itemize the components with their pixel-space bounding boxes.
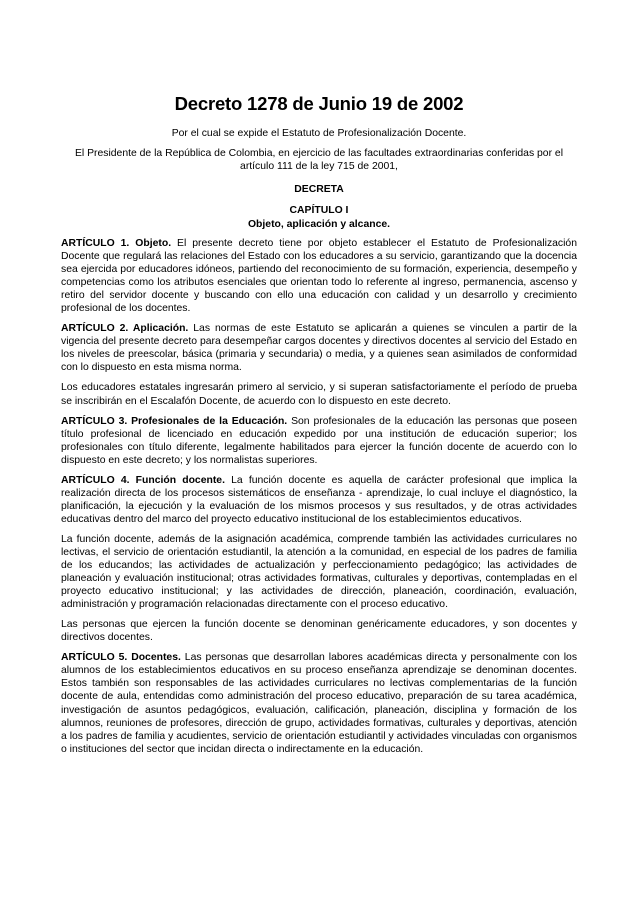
article-2-paragraph <box>61 322 577 374</box>
article-4-text: La función docente es aquella de carácter profesional que implica la realización directa de los procesos sistemáticos de enseñanza - aprendizaje, lo cual incluye el diagnóstico, la planificación, la ejecución y la evaluación de los mismos procesos y sus resultados, y de otras actividades educativas dentro del marco del proyecto educativo institucional de los establecimientos educativos. <box>61 474 577 525</box>
article-5-heading: ARTÍCULO 5. Docentes. <box>61 652 181 664</box>
document-subtitle: Por el cual se expide el Estatuto de Profesionalización Docente. <box>171 128 467 139</box>
articles-body <box>61 237 577 756</box>
article-4-cont1-text: La función docente, además de la asignación académica, comprende también las actividades curriculares no lectivas, el servicio de orientación estudiantil, la atención a la comunidad, en especial de los padres de familia de los educandos; las actividades de actualización y perfeccionamiento pedagógico; las actividades de planeación y evaluación institucional; otras actividades formativas, culturales y deportivas, contempladas en el proyecto educativo institucional; y las actividades de dirección, planeación, coordinación, evaluación, administración y programación relacionadas directamente con el proceso educativo. <box>61 533 577 611</box>
article-4-continuation-1 <box>61 533 577 611</box>
article-2-continuation <box>61 381 577 407</box>
article-2-text: Las normas de este Estatuto se aplicarán a quienes se vinculen a partir de la vigencia del presente decreto para desempeñar cargos docentes y directivos docentes al servicio del Estado en los niveles de preescolar, básica (primaria y secundaria) o media, y a quienes sean asimilados de conformidad con lo dispuesto en esta misma norma. <box>61 323 577 374</box>
article-5-paragraph <box>61 651 577 755</box>
article-1-text: El presente decreto tiene por objeto establecer el Estatuto de Profesionalización Docente que regulará las relaciones del Estado con los educadores a su servicio, garantizando que la docencia sea ejercida por educadores idóneos, partiendo del reconocimiento de su formación, experiencia, desempeño y competencias como los atributos esenciales que orientan todo lo referente al ingreso, permanencia, ascenso y retiro del servidor docente y buscando con ello una educación con calidad y un desarrollo y crecimiento profesional de los docentes. <box>61 238 577 315</box>
decreta-heading: DECRETA <box>294 183 344 195</box>
article-2-heading: ARTÍCULO 2. Aplicación. <box>61 323 189 335</box>
chapter-title: Objeto, aplicación y alcance. <box>247 218 391 230</box>
article-3-paragraph <box>61 415 577 467</box>
presidente-statement: El Presidente de la República de Colombia, en ejercicio de las facultades extraordinarias conferidas por el artículo 111 de la ley 715 de 2001, <box>74 147 564 172</box>
document-title: Decreto 1278 de Junio 19 de 2002 <box>174 93 464 114</box>
article-1-heading: ARTÍCULO 1. Objeto. <box>61 238 172 249</box>
article-5-text: Las personas que desarrollan labores académicas directa y personalmente con los alumnos de los establecimientos educativos en su proceso enseñanza aprendizaje se denominan docentes. Estos también son responsables de las actividades curriculares no lectivas complementarias de la función docente de aula, entendidas como administración del proceso educativo, preparación de su tarea académica, investigación de asuntos pedagógicos, evaluación, calificación, planeación, disciplina y formación de los alumnos, reuniones de profesores, dirección de grupo, actividades formativas, culturales y deportivas, atención a los padres de familia y acudientes, servicio de orientación estudiantil y actividades vinculadas con organismos o instituciones del sector que incidan directa o indirectamente en la educación. <box>61 652 578 755</box>
article-4-continuation-2 <box>61 618 577 644</box>
article-1-paragraph <box>61 237 577 315</box>
chapter-heading <box>61 204 577 231</box>
article-3-text: Son profesionales de la educación las personas que poseen título profesional de licenciado en educación expedido por una institución de educación superior; los profesionales con título diferente, legalmente habilitados para ejercer la función docente de acuerdo con lo dispuesto en este decreto; y los normalistas superiores. <box>61 415 577 466</box>
article-4-cont2-text: Las personas que ejercen la función docente se denominan genéricamente educadores, y son docentes y directivos docentes. <box>61 619 577 644</box>
article-4-paragraph <box>61 474 577 526</box>
article-2-cont-text: Los educadores estatales ingresarán primero al servicio, y si superan satisfactoriamente el período de prueba se inscribirán en el Escalafón Docente, de acuerdo con lo dispuesto en este decreto. <box>61 382 577 407</box>
article-3-heading: ARTÍCULO 3. Profesionales de la Educación. <box>61 415 288 427</box>
article-4-heading: ARTÍCULO 4. Función docente. <box>61 474 225 486</box>
chapter-label: CAPÍTULO I <box>289 205 349 216</box>
